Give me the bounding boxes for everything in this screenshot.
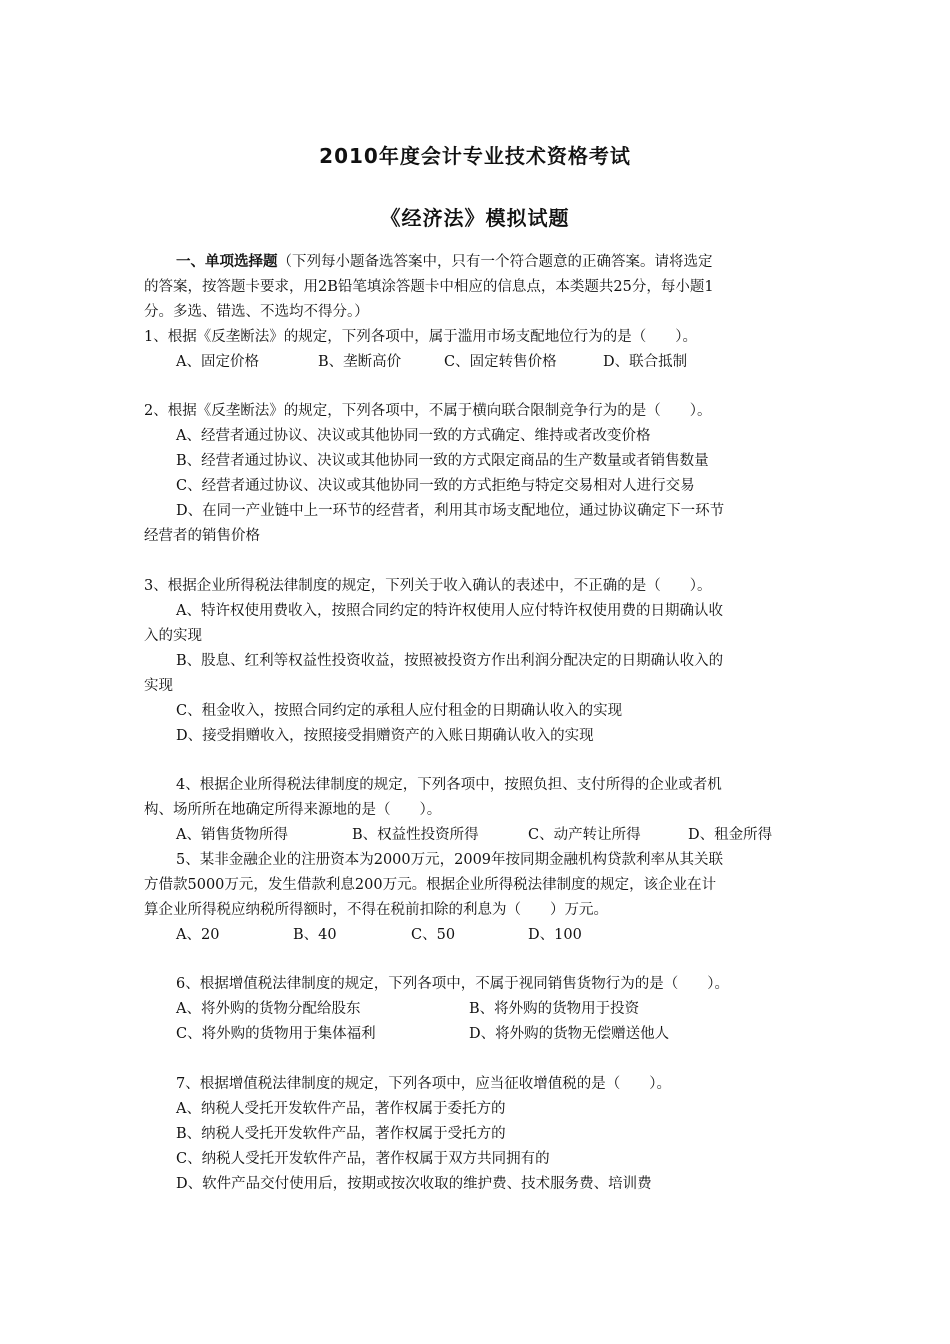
- document-subtitle: 《经济法》模拟试题: [380, 206, 570, 230]
- question-7-option-d: D、软件产品交付使用后，按期或按次收取的维护费、技术服务费、培训费: [176, 1176, 652, 1192]
- question-1-option-b: B、垄断高价: [318, 354, 402, 370]
- question-6-option-b: B、将外购的货物用于投资: [469, 1001, 640, 1017]
- question-6-option-a: A、将外购的货物分配给股东: [176, 1001, 361, 1017]
- question-4-option-d: D、租金所得: [688, 827, 773, 843]
- question-1-stem: 1、根据《反垄断法》的规定，下列各项中，属于滥用市场支配地位行为的是（ ）。: [144, 329, 697, 345]
- question-2-stem: 2、根据《反垄断法》的规定，下列各项中，不属于横向联合限制竞争行为的是（ ）。: [144, 403, 712, 419]
- question-4-stem-line-1: 4、根据企业所得税法律制度的规定，下列各项中，按照负担、支付所得的企业或者机: [176, 777, 722, 793]
- question-2-option-c: C、经营者通过协议、决议或其他协同一致的方式拒绝与特定交易相对人进行交易: [176, 478, 695, 494]
- instruction-line-1: （下列每小题备选答案中，只有一个符合题意的正确答案。请将选定: [277, 254, 713, 270]
- question-5-option-b: B、40: [293, 927, 337, 943]
- question-6-option-c: C、将外购的货物用于集体福利: [176, 1026, 376, 1042]
- question-6-option-d: D、将外购的货物无偿赠送他人: [469, 1026, 670, 1042]
- question-3-stem: 3、根据企业所得税法律制度的规定，下列关于收入确认的表述中，不正确的是（ ）。: [144, 578, 712, 594]
- instruction-line-2: 的答案，按答题卡要求，用2B铅笔填涂答题卡中相应的信息点，本类题共25分，每小题1: [144, 279, 714, 295]
- question-5-stem-line-3: 算企业所得税应纳税所得额时，不得在税前扣除的利息为（ ）万元。: [144, 902, 608, 918]
- question-3-option-b-line-2: 实现: [144, 678, 173, 694]
- question-4-option-a: A、销售货物所得: [176, 827, 288, 843]
- question-2-option-a: A、经营者通过协议、决议或其他协同一致的方式确定、维持或者改变价格: [176, 428, 651, 444]
- question-4-stem-line-2: 构、场所所在地确定所得来源地的是（ ）。: [144, 802, 442, 818]
- question-5-stem-line-1: 5、某非金融企业的注册资本为2000万元，2009年按同期金融机构贷款利率从其关联: [176, 852, 724, 868]
- document-title: 2010年度会计专业技术资格考试: [319, 144, 631, 168]
- question-3-option-b-line-1: B、股息、红利等权益性投资收益，按照被投资方作出利润分配决定的日期确认收入的: [176, 653, 724, 669]
- question-1-option-d: D、联合抵制: [603, 354, 688, 370]
- question-4-option-b: B、权益性投资所得: [352, 827, 479, 843]
- section-heading: 一、单项选择题: [176, 254, 278, 270]
- instruction-line-3: 分。多选、错选、不选均不得分。）: [144, 304, 369, 320]
- question-7-stem: 7、根据增值税法律制度的规定，下列各项中，应当征收增值税的是（ ）。: [176, 1076, 671, 1092]
- question-5-option-c: C、50: [411, 927, 456, 943]
- question-1-option-c: C、固定转售价格: [444, 354, 557, 370]
- question-5-option-a: A、20: [176, 927, 220, 943]
- question-7-option-c: C、纳税人受托开发软件产品，著作权属于双方共同拥有的: [176, 1151, 550, 1167]
- question-3-option-c: C、租金收入，按照合同约定的承租人应付租金的日期确认收入的实现: [176, 703, 623, 719]
- question-7-option-b: B、纳税人受托开发软件产品，著作权属于受托方的: [176, 1126, 506, 1142]
- question-5-option-d: D、100: [528, 927, 582, 943]
- question-3-option-a-line-2: 入的实现: [144, 628, 202, 644]
- question-5-stem-line-2: 方借款5000万元，发生借款利息200万元。根据企业所得税法律制度的规定，该企业在计: [144, 877, 717, 893]
- question-6-stem: 6、根据增值税法律制度的规定，下列各项中，不属于视同销售货物行为的是（ ）。: [176, 976, 729, 992]
- question-2-option-d-line-1: D、在同一产业链中上一环节的经营者，利用其市场支配地位，通过协议确定下一环节: [176, 503, 725, 519]
- question-2-option-d-line-2: 经营者的销售价格: [144, 528, 260, 544]
- question-7-option-a: A、纳税人受托开发软件产品，著作权属于委托方的: [176, 1101, 506, 1117]
- question-1-option-a: A、固定价格: [176, 354, 259, 370]
- question-4-option-c: C、动产转让所得: [528, 827, 641, 843]
- section-instructions: [176, 252, 713, 272]
- question-3-option-a-line-1: A、特许权使用费收入，按照合同约定的特许权使用人应付特许权使用费的日期确认收: [176, 603, 723, 619]
- question-2-option-b: B、经营者通过协议、决议或其他协同一致的方式限定商品的生产数量或者销售数量: [176, 453, 709, 469]
- question-3-option-d: D、接受捐赠收入，按照接受捐赠资产的入账日期确认收入的实现: [176, 728, 594, 744]
